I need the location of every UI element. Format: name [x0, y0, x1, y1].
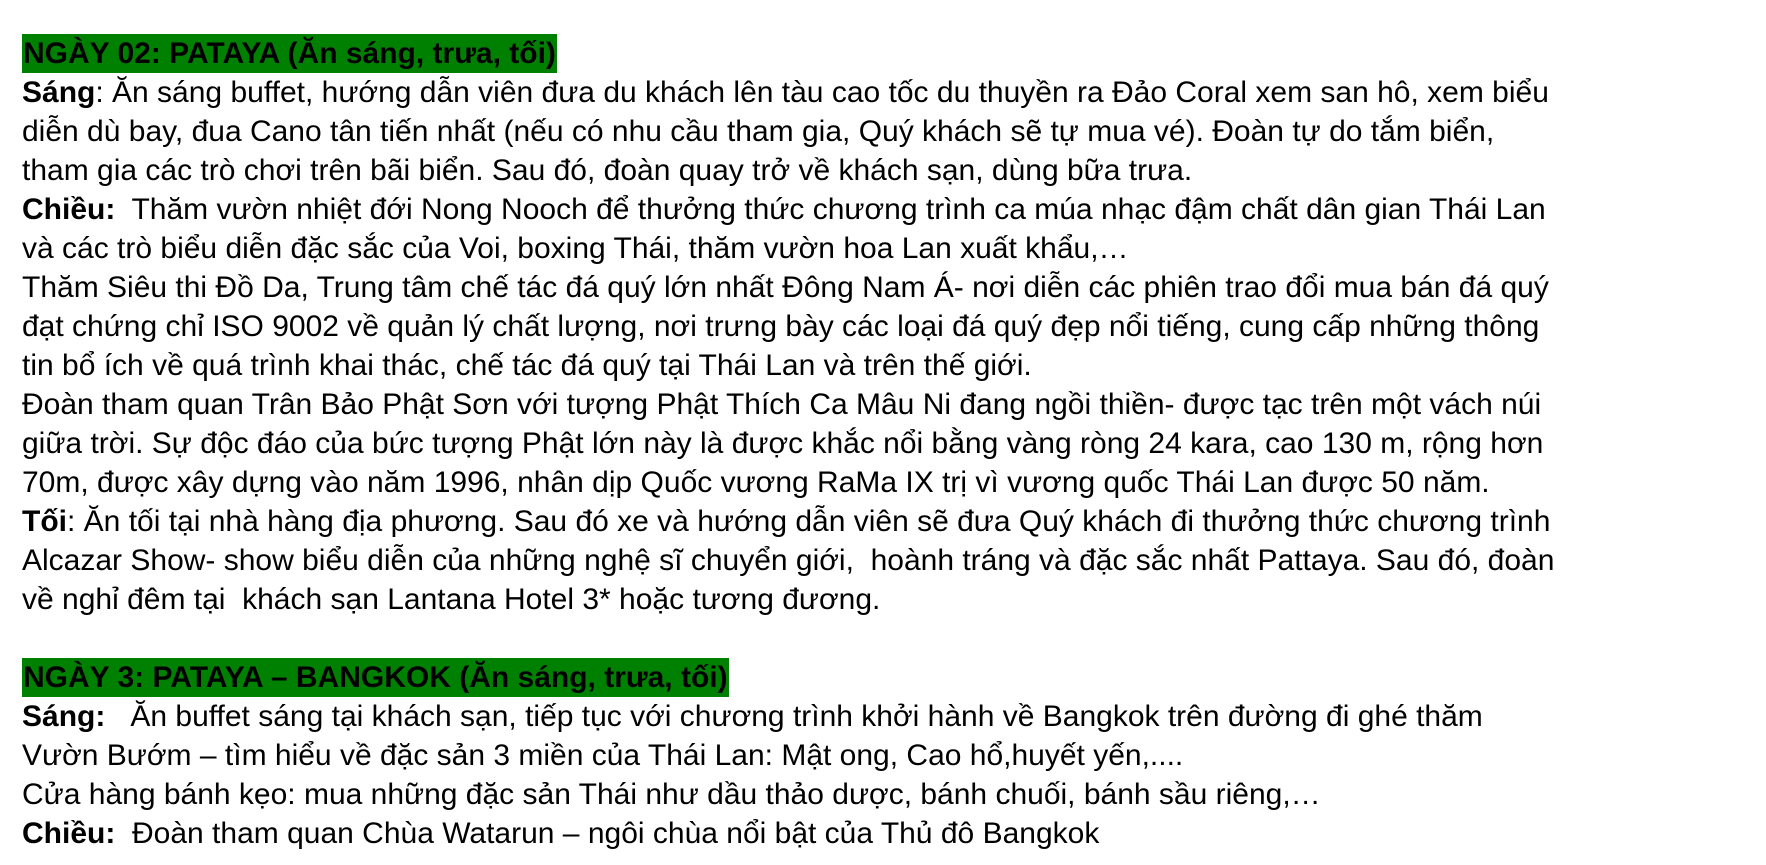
day2-morning-text-1: : Ăn sáng buffet, hướng dẫn viên đưa du khách lên tàu cao tốc du thuyền ra Đảo Coral xem san hô, xem biểu — [95, 76, 1549, 109]
day2-morning-line-3: tham gia các trò chơi trên bãi biển. Sau đó, đoàn quay trở về khách sạn, dùng bữa trưa. — [22, 154, 1193, 187]
day2-buddha-line-2: giữa trời. Sự độc đáo của bức tượng Phật lớn này là được khắc nổi bằng vàng ròng 24 kara, cao 130 m, rộng hơn — [22, 427, 1544, 460]
day2-evening-label: Tối — [22, 505, 67, 538]
day2-morning-line-1 — [22, 73, 1752, 112]
day2-buddha-line-3: 70m, được xây dựng vào năm 1996, nhân dịp Quốc vương RaMa IX trị vì vương quốc Thái Lan được 50 năm. — [22, 466, 1490, 499]
day2-evening-line-1 — [22, 502, 1752, 541]
day2-gem-line-1: Thăm Siêu thi Đồ Da, Trung tâm chế tác đá quý lớn nhất Đông Nam Á- nơi diễn các phiên trao đổi mua bán đá quý — [22, 271, 1549, 304]
day2-afternoon-line-2: và các trò biểu diễn đặc sắc của Voi, boxing Thái, thăm vườn hoa Lan xuất khẩu,… — [22, 232, 1129, 265]
day3-afternoon-label: Chiều: — [22, 817, 116, 850]
day2-evening-line-2: Alcazar Show- show biểu diễn của những nghệ sĩ chuyển giới, hoành tráng và đặc sắc nhất Pattaya. Sau đó, đoàn — [22, 544, 1555, 577]
day2-morning-label: Sáng — [22, 76, 96, 109]
day3-morning-text-1: Ăn buffet sáng tại khách sạn, tiếp tục với chương trình khởi hành về Bangkok trên đường đi ghé thăm — [105, 700, 1483, 733]
day2-afternoon-line-1 — [22, 190, 1752, 229]
day2-afternoon-label: Chiều: — [22, 193, 116, 226]
day3-afternoon-text-1: Đoàn tham quan Chùa Watarun – ngôi chùa nổi bật của Thủ đô Bangkok — [115, 817, 1100, 850]
day3-candy-line: Cửa hàng bánh kẹo: mua những đặc sản Thái như dầu thảo dược, bánh chuối, bánh sầu riêng,… — [22, 778, 1321, 811]
day2-heading: NGÀY 02: PATAYA (Ăn sáng, trưa, tối) — [22, 34, 557, 73]
day3-heading: NGÀY 3: PATAYA – BANGKOK (Ăn sáng, trưa, tối) — [22, 658, 729, 697]
section-spacer — [22, 619, 1752, 658]
day2-buddha-line-1: Đoàn tham quan Trân Bảo Phật Sơn với tượng Phật Thích Ca Mâu Ni đang ngồi thiền- được tạc trên một vách núi — [22, 388, 1542, 421]
day3-morning-line-2: Vườn Bướm – tìm hiểu về đặc sản 3 miền của Thái Lan: Mật ong, Cao hổ,huyết yến,.... — [22, 739, 1184, 772]
day3-morning-label: Sáng: — [22, 700, 106, 733]
itinerary-document — [22, 34, 1752, 853]
day2-evening-line-3: về nghỉ đêm tại khách sạn Lantana Hotel 3* hoặc tương đương. — [22, 583, 881, 616]
day3-heading-line — [22, 658, 1752, 697]
day2-heading-line — [22, 34, 1752, 73]
day2-morning-line-2: diễn dù bay, đua Cano tân tiến nhất (nếu có nhu cầu tham gia, Quý khách sẽ tự mua vé). Đoàn tự do tắm biển, — [22, 115, 1495, 148]
day3-morning-line-1 — [22, 697, 1752, 736]
day2-afternoon-text-1: Thăm vườn nhiệt đới Nong Nooch để thưởng thức chương trình ca múa nhạc đậm chất dân gian Thái Lan — [115, 193, 1546, 226]
day2-evening-text-1: : Ăn tối tại nhà hàng địa phương. Sau đó xe và hướng dẫn viên sẽ đưa Quý khách đi thưởng thức chương trình — [67, 505, 1551, 538]
day3-afternoon-line-1 — [22, 814, 1752, 853]
day2-gem-line-3: tin bổ ích về quá trình khai thác, chế tác đá quý tại Thái Lan và trên thế giới. — [22, 349, 1032, 382]
day2-gem-line-2: đạt chứng chỉ ISO 9002 về quản lý chất lượng, nơi trưng bày các loại đá quý đẹp nổi tiếng, cung cấp những thông — [22, 310, 1540, 343]
